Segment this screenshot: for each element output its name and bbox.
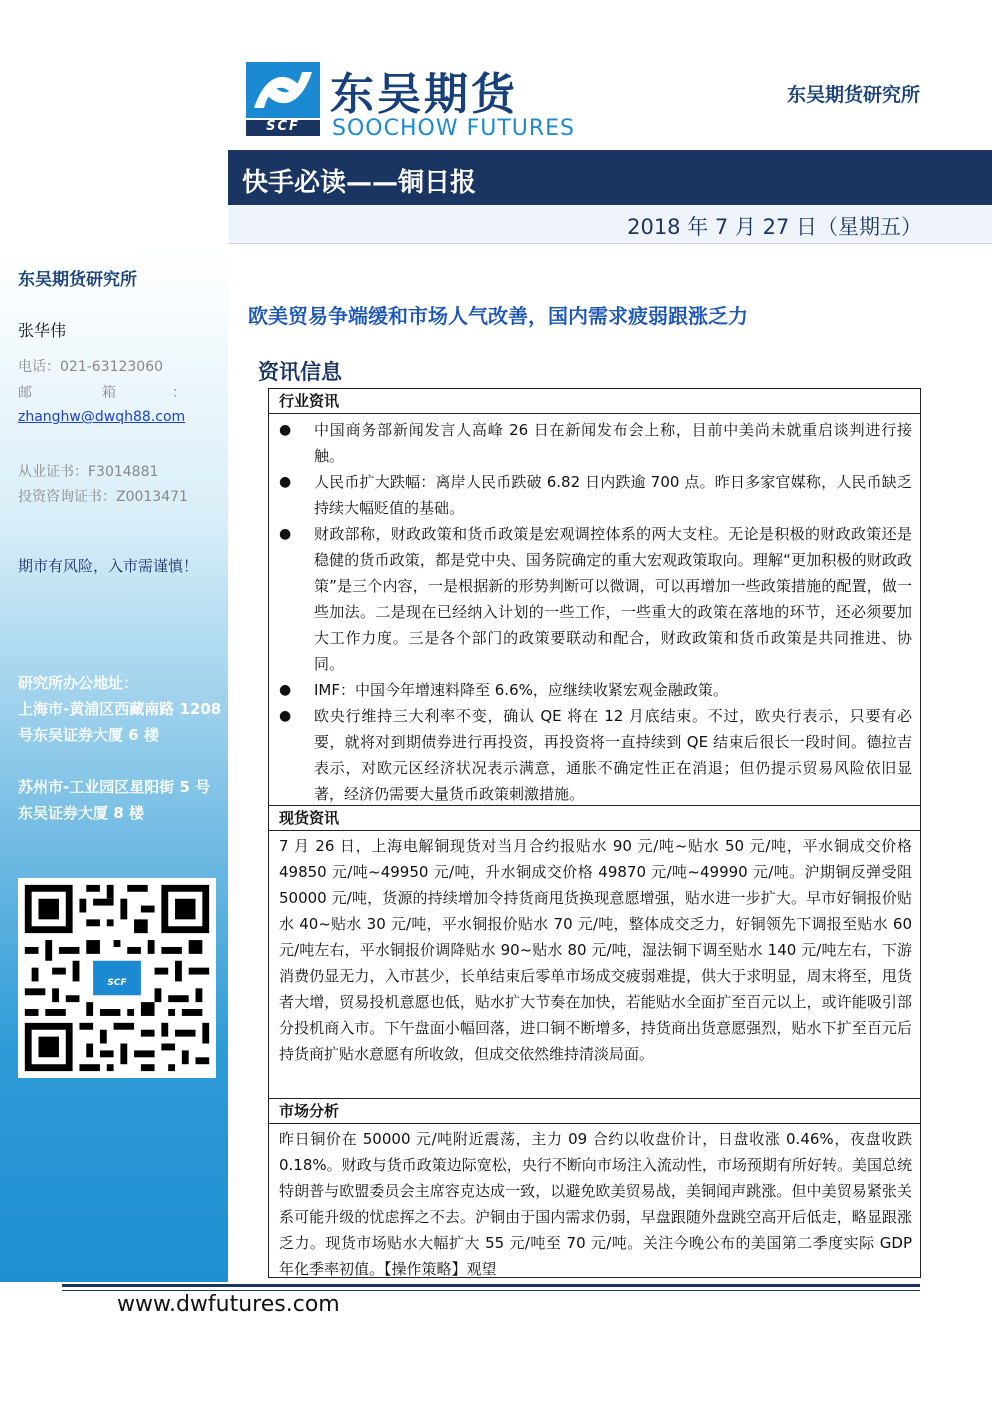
- logo-mark-text: SCF: [266, 119, 300, 134]
- header-institute: 东吴期货研究所: [786, 84, 920, 106]
- list-item: ● 欧央行维持三大利率不变，确认 QE 将在 12 月底结束。不过，欧央行表示，只要有必要，就将对到期债券进行再投资，再投资将一直持续到 QE 结束后很长一段时间。德拉吉表示，对欧元区经济状况表示满意，通胀不确定性正在消退；但仍提示贸易风险依旧显著，经济仍需要大量货币政策刺激措施。: [269, 703, 912, 807]
- market-analysis-header: 市场分析: [269, 1099, 920, 1124]
- market-analysis-body: [269, 1124, 920, 1277]
- industry-news-body: [269, 414, 920, 806]
- list-item: ● 中国商务部新闻发言人高峰 26 日在新闻发布会上称，目前中美尚未就重启谈判进行接触。: [269, 417, 912, 469]
- title-banner: [228, 150, 992, 205]
- footer-url[interactable]: www.dwfutures.com: [117, 1292, 340, 1317]
- date-bar: [228, 205, 992, 244]
- address-suzhou: 苏州市-工业园区星阳街 5 号东吴证券大厦 8 楼: [18, 778, 211, 822]
- license: 从业证书：F3014881: [18, 464, 159, 480]
- logo-english-name: SOOCHOW FUTURES: [332, 116, 576, 141]
- risk-warning: 期市有风险，入市需谨慎！: [18, 557, 199, 575]
- address-shanghai: 上海市-黄浦区西藏南路 1208 号东吴证券大厦 6 楼: [18, 700, 222, 744]
- list-item: ● 财政部称，财政政策和货币政策是宏观调控体系的两大支柱。无论是积极的财政政策还是稳健的货币政策，都是党中央、国务院确定的重大宏观政策取向。理解“更加积极的财政政策”是三个内容，一是根据新的形势判断可以微调，可以再增加一些政策措施的配置，做一些加法。二是现在已经纳入计划的一些工作，一些重大的政策在落地的环节，还必须要加大工作力度。三是各个部门的政策要联动和配合，财政政策和货币政策是共同推进、协同。: [269, 521, 912, 677]
- market-analysis-text: 昨日铜价在 50000 元/吨附近震荡，主力 09 合约以收盘价计，日盘收涨 0.46%，夜盘收跌 0.18%。财政与货币政策边际宽松，央行不断向市场注入流动性，市场预期有所好转。美国总统特朗普与欧盟委员会主席容克达成一致，以避免欧美贸易战，美铜闻声跳涨。但中美贸易紧张关系可能升级的忧虑挥之不去。沪铜由于国内需求仍弱，早盘跟随外盘跳空高开后低走，略显跟涨乏力。现货市场贴水大幅扩大 55 元/吨至 70 元/吨。关注今晚公布的美国第二季度实际 GDP 年化季率初值。【操作策略】观望: [279, 1130, 912, 1277]
- company-logo: [246, 62, 586, 142]
- industry-news-list: [269, 414, 920, 807]
- email-link[interactable]: zhanghw@dwqh88.com: [18, 409, 186, 425]
- section-title: 资讯信息: [258, 360, 342, 384]
- sidebar-institute: 东吴期货研究所: [18, 270, 137, 290]
- spot-news-text: 7 月 26 日，上海电解铜现货对当月合约报贴水 90 元/吨~贴水 50 元/吨，平水铜成交价格 49850 元/吨~49950 元/吨，升水铜成交价格 49870 元/吨~49990 元/吨。沪期铜反弹受阻 50000 元/吨，货源的持续增加令持货商甩货换现意愿增强，贴水进一步扩大。早市好铜报价贴水 40~贴水 30 元/吨，平水铜报价贴水 70 元/吨，整体成交乏力，好铜领先下调报至贴水 60 元/吨左右，平水铜报价调降贴水 90~贴水 80 元/吨，湿法铜下调至贴水 140 元/吨左右，下游消费仍显无力，入市甚少，长单结束后零单市场成交疲弱难提，供大于求明显，周末将至，甩货者大增，贸易投机意愿也低，贴水扩大节奏在加快，若能贴水全面扩至百元以上，或许能吸引部分投机商入市。下午盘面小幅回落，进口铜不断增多，持货商出货意愿强烈，贴水下扩至百元后持货商扩贴水意愿有所收敛，但成交依然维持清淡局面。: [279, 837, 912, 1063]
- spot-news-body: [269, 831, 920, 1099]
- footer-divider: [62, 1284, 920, 1287]
- footer-divider-thin: [62, 1290, 920, 1291]
- industry-news-header: 行业资讯: [269, 389, 920, 414]
- list-item: ● 人民币扩大跌幅：离岸人民币跌破 6.82 日内跌逾 700 点。昨日多家官媒称，人民币缺乏持续大幅贬值的基础。: [269, 469, 912, 521]
- advisory-license: 投资咨询证书：Z0013471: [18, 489, 188, 505]
- email-label: 邮 箱 ：: [18, 385, 186, 401]
- qr-code[interactable]: [18, 878, 216, 1078]
- headline: 欧美贸易争端缓和市场人气改善，国内需求疲弱跟涨乏力: [248, 304, 748, 328]
- report-date: 2018 年 7 月 27 日（星期五）: [627, 215, 922, 239]
- qr-center-label: SCF: [107, 978, 127, 988]
- report-title: 快手必读——铜日报: [242, 168, 477, 198]
- spot-news-header: 现货资讯: [269, 806, 920, 831]
- sidebar: [0, 0, 228, 1282]
- address-label: 研究所办公地址：: [18, 674, 139, 692]
- logo-chinese-name: 东吴期货: [330, 69, 518, 120]
- author-name: 张华伟: [18, 321, 67, 340]
- phone: 电话：021-63123060: [18, 359, 164, 375]
- news-table: [268, 388, 921, 1278]
- list-item: ● IMF：中国今年增速料降至 6.6%，应继续收紧宏观金融政策。: [269, 677, 912, 703]
